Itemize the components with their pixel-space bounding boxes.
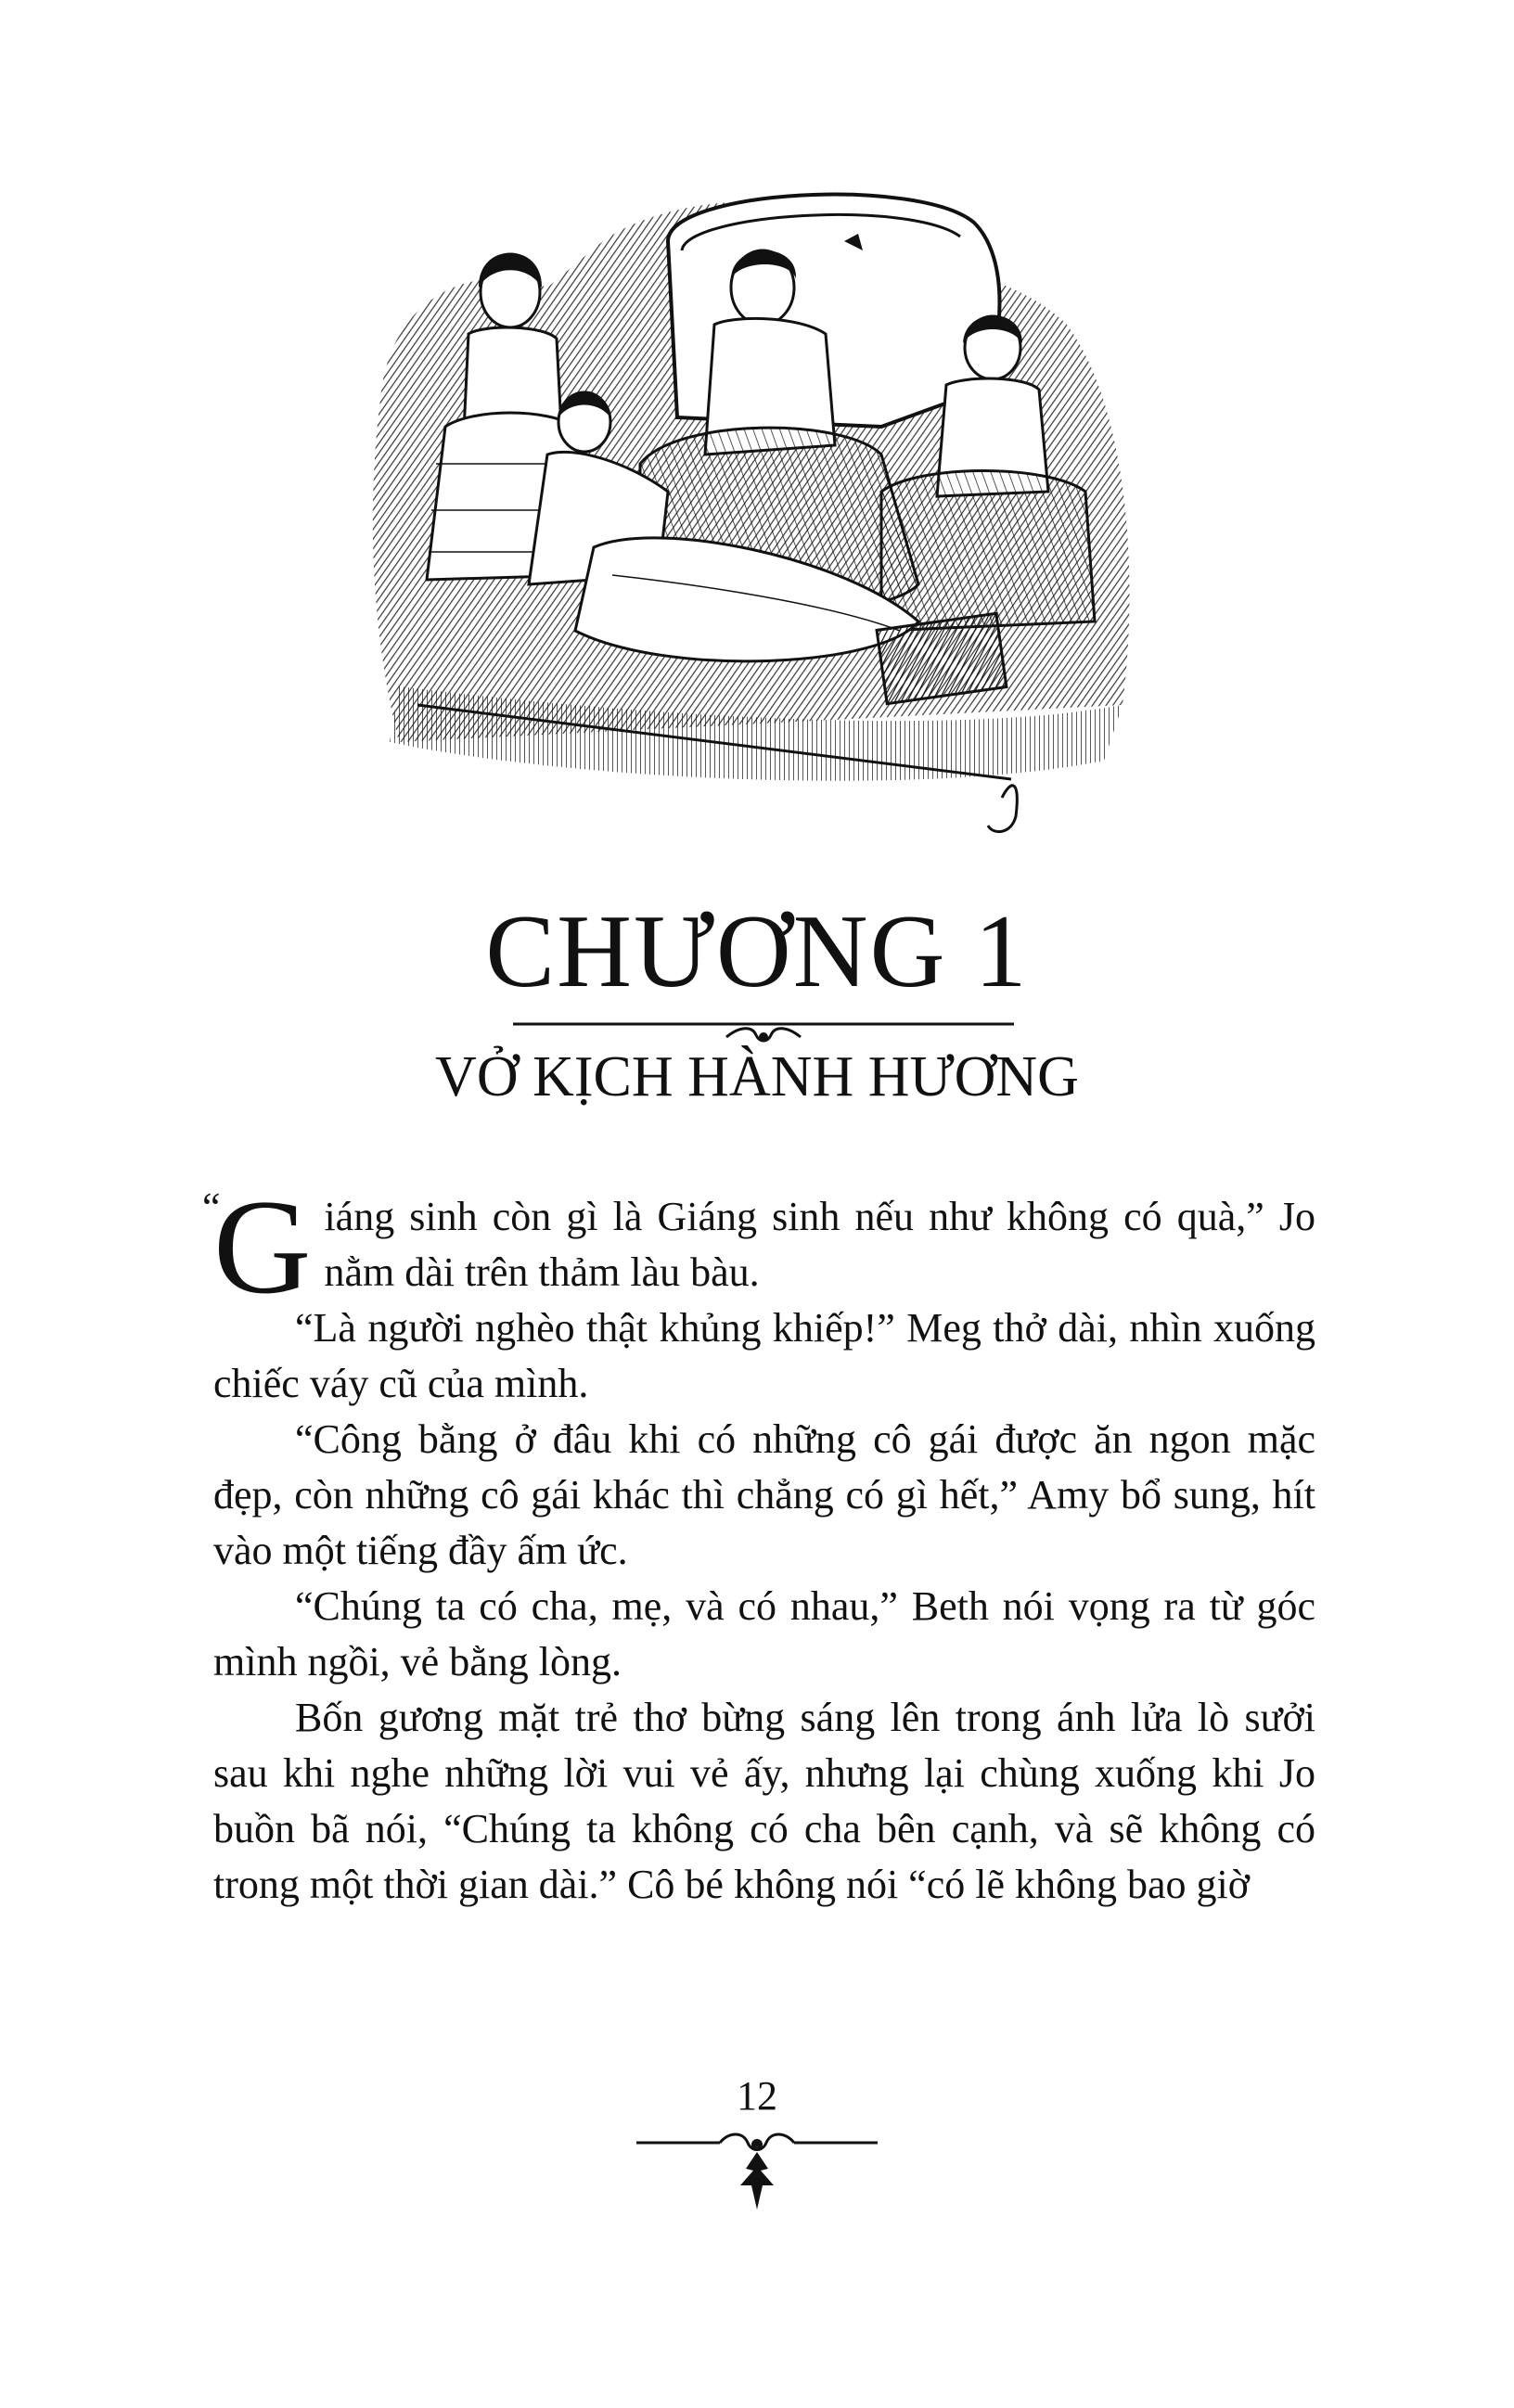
page-number: 12 (737, 2073, 777, 2119)
title-flourish-divider (513, 1018, 1014, 1046)
chapter-illustration (362, 186, 1160, 853)
chapter-subtitle: VỞ KỊCH HÀNH HƯƠNG (435, 1045, 1079, 1108)
drop-cap: “ G (213, 1195, 311, 1299)
paragraph: “Công bằng ở đâu khi có những cô gái được ăn ngon mặc đẹp, còn những cô gái khác thì chẳng có gì hết,” Amy bổ sung, hít vào một tiếng đầy ấm ức. (213, 1416, 1315, 1573)
paragraph-text: iáng sinh còn gì là Giáng sinh nếu như không có quà,” Jo nằm dài trên thảm làu bàu. (324, 1194, 1315, 1295)
paragraph: Bốn gương mặt trẻ thơ bừng sáng lên trong ánh lửa lò sưởi sau khi nghe những lời vui vẻ ấy, nhưng lại chùng xuống khi Jo buồn bã nói, “Chúng ta không có cha bên cạnh, và sẽ không có trong một thời gian dài.” Cô bé không nói “có lẽ không bao giờ (213, 1695, 1315, 1907)
paragraph: “Là người nghèo thật khủng khiếp!” Meg thở dài, nhìn xuống chiếc váy cũ của mình. (213, 1305, 1315, 1406)
paragraph (213, 1172, 1315, 1322)
paragraph: “Chúng ta có cha, mẹ, và có nhau,” Beth nói vọng ra từ góc mình ngồi, vẻ bằng lòng. (213, 1583, 1315, 1684)
chapter-body (213, 1172, 1315, 1913)
chapter-title: CHƯƠNG 1 (485, 894, 1029, 1009)
footer-fleuron-ornament (636, 2124, 878, 2217)
